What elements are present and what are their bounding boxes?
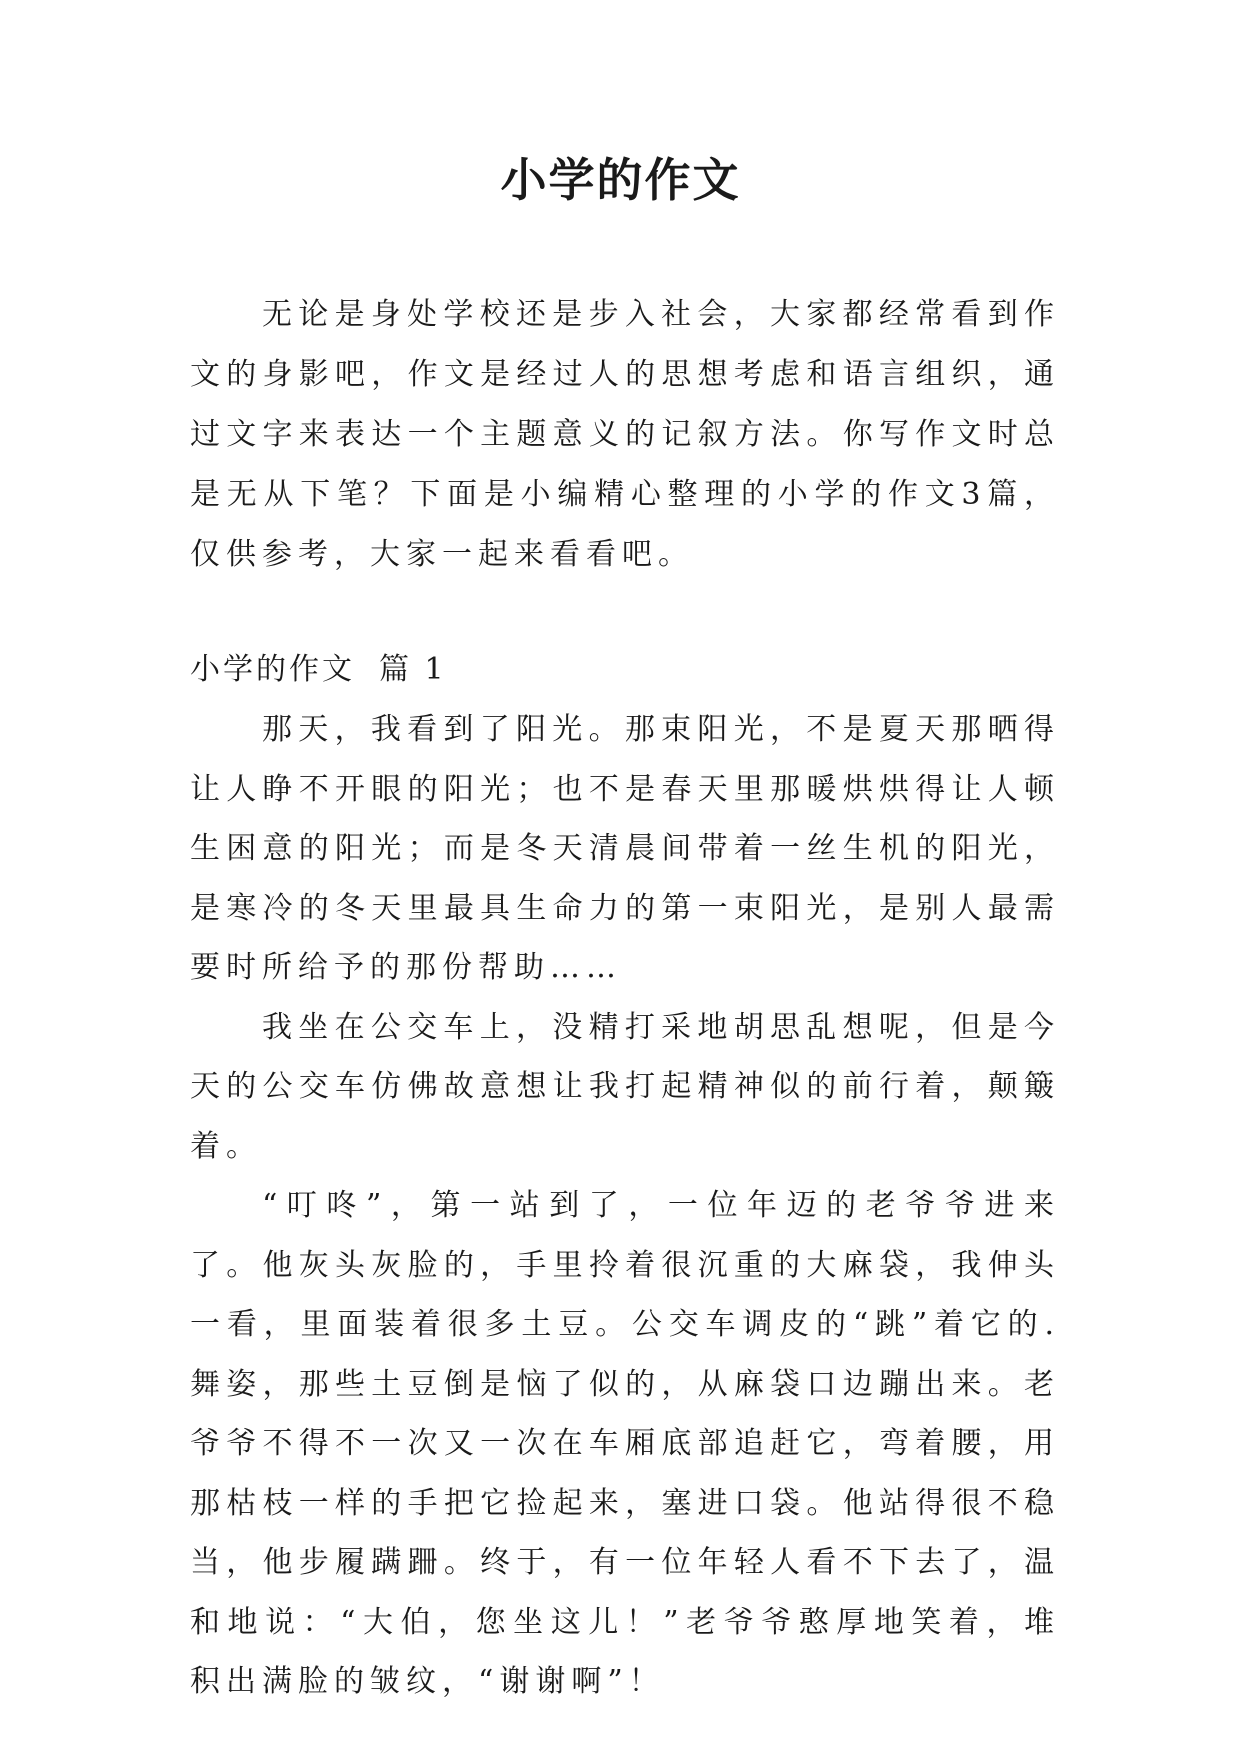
essay-paragraph-3: “叮咚”，第一站到了，一位年迈的老爷爷进来了。他灰头灰脸的，手里拎着很沉重的大麻袋，我伸头一看，里面装着很多土豆。公交车调皮的“跳”着它的.舞姿，那些土豆倒是恼了似的，从麻袋口边蹦出来。老爷爷不得不一次又一次在车厢底部追赶它，弯着腰，用那枯枝一样的手把它捡起来，塞进口袋。他站得很不稳当，他步履蹒跚。终于，有一位年轻人看不下去了，温和地说：“大伯，您坐这儿！”老爷爷憨厚地笑着，堆积出满脸的皱纹，“谢谢啊”！ bbox=[190, 1188, 1060, 1699]
document-title: 小学的作文 bbox=[500, 153, 741, 207]
section-heading bbox=[190, 640, 1060, 700]
intro-block bbox=[190, 285, 1060, 585]
essay-paragraph-1: 那天，我看到了阳光。那束阳光，不是夏天那晒得让人睁不开眼的阳光；也不是春天里那暖烘烘得让人顿生困意的阳光；而是冬天清晨间带着一丝生机的阳光，是寒冷的冬天里最具生命力的第一束阳光，是别人最需要时所给予的那份帮助…… bbox=[190, 712, 1060, 985]
intro-paragraph: 无论是身处学校还是步入社会，大家都经常看到作文的身影吧，作文是经过人的思想考虑和语言组织，通过文字来表达一个主题意义的记叙方法。你写作文时总是无从下笔？下面是小编精心整理的小学的作文3篇，仅供参考，大家一起来看看吧。 bbox=[190, 297, 1060, 572]
essay-section bbox=[190, 640, 1060, 1712]
section-heading-title: 小学的作文 bbox=[190, 652, 355, 687]
section-heading-number: 篇 1 bbox=[379, 652, 447, 687]
essay-paragraph-2: 我坐在公交车上，没精打采地胡思乱想呢，但是今天的公交车仿佛故意想让我打起精神似的前行着，颠簸着。 bbox=[190, 1009, 1060, 1164]
